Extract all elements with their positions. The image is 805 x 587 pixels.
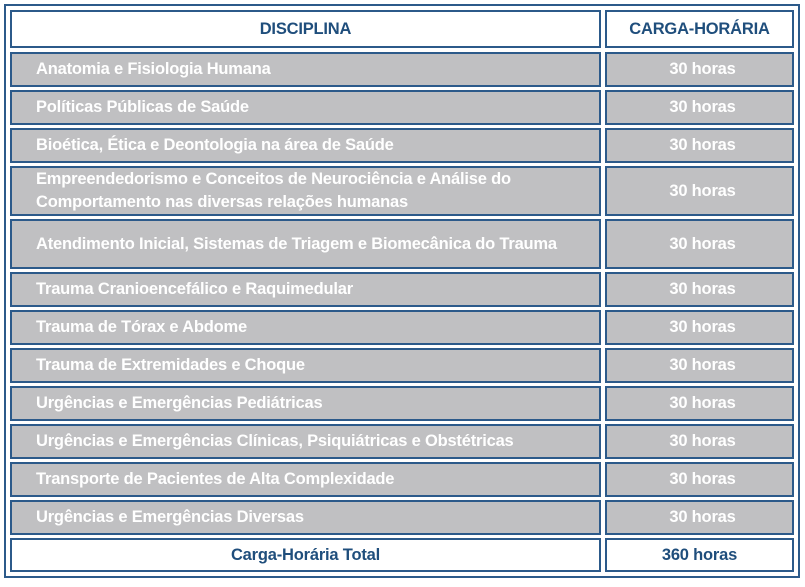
hours-cell: 30 horas: [605, 462, 794, 497]
table-row: [10, 310, 794, 345]
table-row: [10, 348, 794, 383]
table-header-row: [10, 10, 794, 48]
discipline-cell: Atendimento Inicial, Sistemas de Triagem e Biomecânica do Trauma: [10, 219, 601, 269]
discipline-cell: Trauma Cranioencefálico e Raquimedular: [10, 272, 601, 307]
discipline-cell: Empreendedorismo e Conceitos de Neurociência e Análise do Comportamento nas diversas relações humanas: [10, 166, 601, 216]
table-row: [10, 219, 794, 269]
hours-cell: 30 horas: [605, 386, 794, 421]
discipline-cell: Transporte de Pacientes de Alta Complexidade: [10, 462, 601, 497]
total-hours: 360 horas: [605, 538, 794, 572]
total-label: Carga-Horária Total: [10, 538, 601, 572]
table-footer-row: [10, 538, 794, 572]
table-row: [10, 462, 794, 497]
table-row: [10, 128, 794, 163]
hours-cell: 30 horas: [605, 348, 794, 383]
hours-cell: 30 horas: [605, 128, 794, 163]
table-row: [10, 424, 794, 459]
table-row: [10, 500, 794, 535]
table-row: [10, 166, 794, 216]
hours-cell: 30 horas: [605, 219, 794, 269]
hours-cell: 30 horas: [605, 424, 794, 459]
table-row: [10, 90, 794, 125]
discipline-cell: Urgências e Emergências Pediátricas: [10, 386, 601, 421]
table-row: [10, 386, 794, 421]
curriculum-table: [4, 4, 800, 578]
discipline-cell: Políticas Públicas de Saúde: [10, 90, 601, 125]
discipline-cell: Anatomia e Fisiologia Humana: [10, 52, 601, 87]
discipline-cell: Trauma de Tórax e Abdome: [10, 310, 601, 345]
header-workload: CARGA-HORÁRIA: [605, 10, 794, 48]
hours-cell: 30 horas: [605, 90, 794, 125]
hours-cell: 30 horas: [605, 166, 794, 216]
discipline-cell: Urgências e Emergências Clínicas, Psiquiátricas e Obstétricas: [10, 424, 601, 459]
table-row: [10, 52, 794, 87]
discipline-cell: Bioética, Ética e Deontologia na área de Saúde: [10, 128, 601, 163]
hours-cell: 30 horas: [605, 310, 794, 345]
discipline-cell: Trauma de Extremidades e Choque: [10, 348, 601, 383]
discipline-cell: Urgências e Emergências Diversas: [10, 500, 601, 535]
hours-cell: 30 horas: [605, 52, 794, 87]
table-row: [10, 272, 794, 307]
hours-cell: 30 horas: [605, 500, 794, 535]
hours-cell: 30 horas: [605, 272, 794, 307]
header-discipline: DISCIPLINA: [10, 10, 601, 48]
